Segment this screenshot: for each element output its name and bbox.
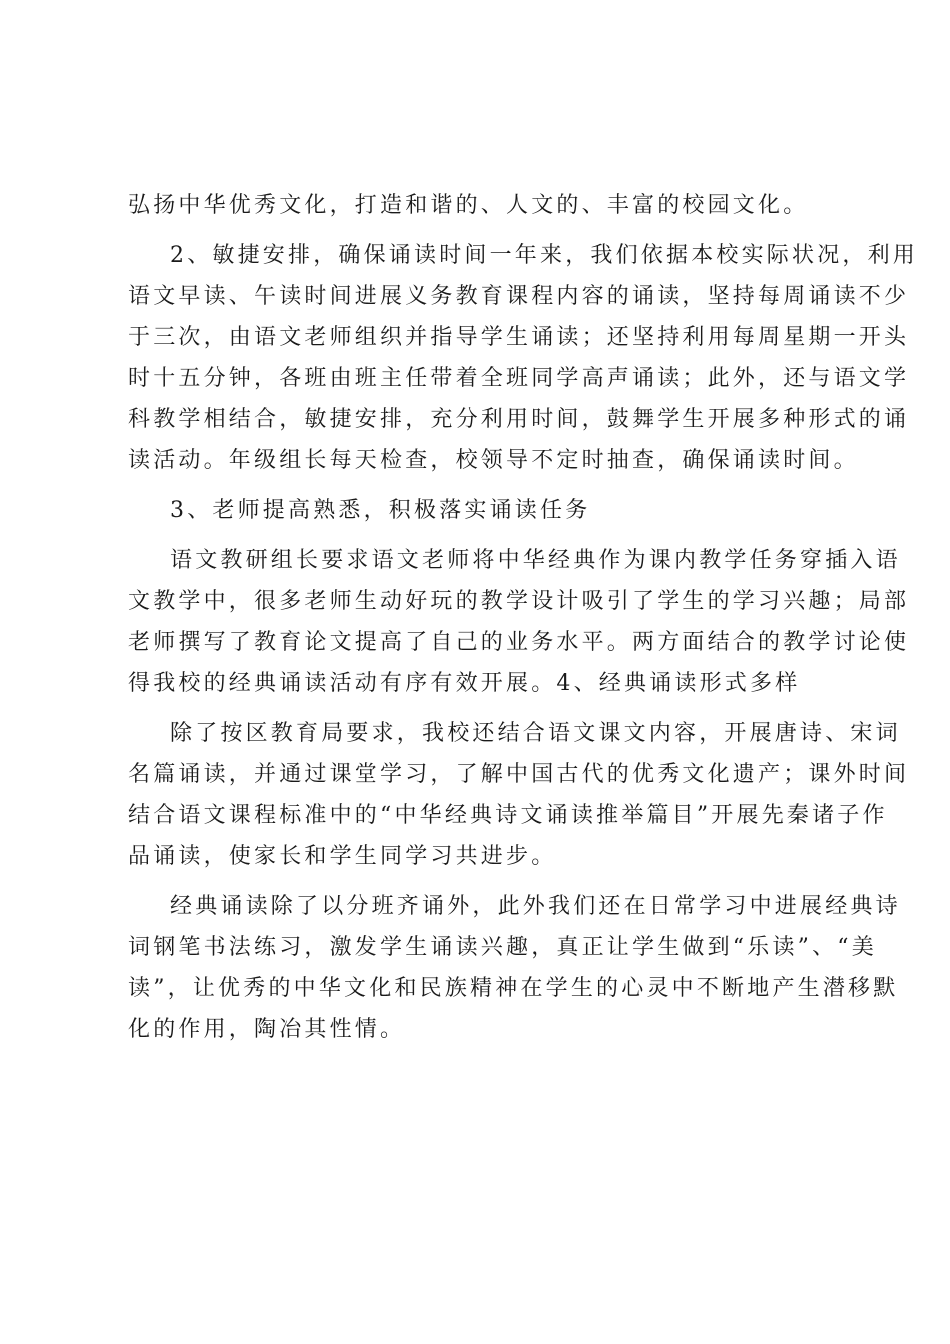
- paragraph-4: [128, 540, 910, 704]
- text-line: 2、敏捷安排，确保诵读时间一年来，我们依据本校实际状况，利用: [170, 243, 918, 268]
- paragraph-1: [128, 185, 828, 226]
- text-line: 名篇诵读，并通过课堂学习，了解中国古代的优秀文化遗产；课外时间: [128, 762, 910, 787]
- document-body: [128, 185, 918, 1050]
- text-line: 弘扬中华优秀文化，打造和谐的、人文的、丰富的校园文化。: [128, 193, 809, 218]
- text-line: 时十五分钟，各班由班主任带着全班同学高声诵读；此外，还与语文学: [128, 366, 910, 391]
- text-line: 于三次，由语文老师组织并指导学生诵读；还坚持利用每周星期一开头: [128, 325, 910, 350]
- text-line: 语文教研组长要求语文老师将中华经典作为课内教学任务穿插入语: [170, 548, 901, 573]
- paragraph-2: [128, 235, 918, 481]
- text-line: 语文早读、午读时间进展义务教育课程内容的诵读，坚持每周诵读不少: [128, 284, 910, 309]
- text-line: 除了按区教育局要求，我校还结合语文课文内容，开展唐诗、宋词: [170, 721, 901, 746]
- text-line: 得我校的经典诵读活动有序有效开展。4、经典诵读形式多样: [128, 671, 801, 696]
- text-line: 结合语文课程标准中的“中华经典诗文诵读推举篇目”开展先秦诸子作: [128, 803, 888, 828]
- text-line: 老师撰写了教育论文提高了自己的业务水平。两方面结合的教学讨论使: [128, 630, 910, 655]
- text-line: 品诵读，使家长和学生同学习共进步。: [128, 844, 557, 869]
- paragraph-6: [128, 886, 901, 1050]
- paragraph-5: [128, 713, 910, 877]
- text-line: 科教学相结合，敏捷安排，充分利用时间，鼓舞学生开展多种形式的诵: [128, 407, 910, 432]
- text-line: 经典诵读除了以分班齐诵外，此外我们还在日常学习中进展经典诗: [170, 894, 901, 919]
- text-line: 读”，让优秀的中华文化和民族精神在学生的心灵中不断地产生潜移默: [128, 976, 899, 1001]
- text-line: 读活动。年级组长每天检查，校领导不定时抽查，确保诵读时间。: [128, 448, 859, 473]
- section-heading: 3、老师提高熟悉，积极落实诵读任务: [170, 498, 591, 523]
- text-line: 文教学中，很多老师生动好玩的教学设计吸引了学生的学习兴趣；局部: [128, 589, 910, 614]
- text-line: 词钢笔书法练习，激发学生诵读兴趣，真正让学生做到“乐读”、“美: [128, 935, 877, 960]
- text-line: 化的作用，陶冶其性情。: [128, 1017, 406, 1042]
- paragraph-3: [128, 490, 828, 531]
